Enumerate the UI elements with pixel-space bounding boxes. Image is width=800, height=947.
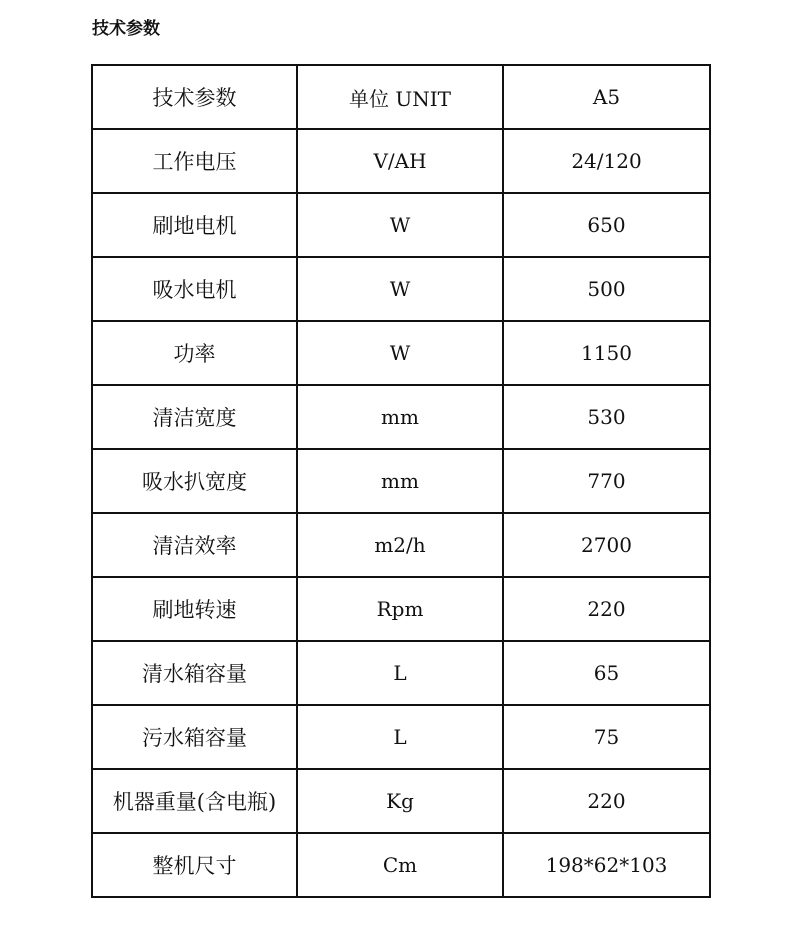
unit-cell: m2/h [297,513,503,577]
unit-cell: mm [297,385,503,449]
unit-cell: Cm [297,833,503,897]
table-row [92,641,710,705]
value-cell: 500 [503,257,710,321]
unit-cell: L [297,705,503,769]
table-row [92,833,710,897]
value-cell: 530 [503,385,710,449]
unit-cell: L [297,641,503,705]
param-cell: 吸水扒宽度 [92,449,297,513]
unit-cell: V/AH [297,129,503,193]
unit-cell: Kg [297,769,503,833]
unit-cell: W [297,257,503,321]
param-cell: 污水箱容量 [92,705,297,769]
param-cell: 吸水电机 [92,257,297,321]
document-title: 技术参数 [92,19,160,39]
value-cell: 650 [503,193,710,257]
param-cell: 机器重量(含电瓶) [92,769,297,833]
value-cell: 24/120 [503,129,710,193]
table-row [92,385,710,449]
header-value: A5 [503,65,710,129]
table-row [92,513,710,577]
param-cell: 清水箱容量 [92,641,297,705]
value-cell: 770 [503,449,710,513]
table-row [92,257,710,321]
param-cell: 整机尺寸 [92,833,297,897]
param-cell: 刷地转速 [92,577,297,641]
param-cell: 清洁宽度 [92,385,297,449]
table-row [92,769,710,833]
value-cell: 65 [503,641,710,705]
header-unit: 单位 UNIT [297,65,503,129]
param-cell: 功率 [92,321,297,385]
value-cell: 198*62*103 [503,833,710,897]
unit-cell: Rpm [297,577,503,641]
unit-cell: mm [297,449,503,513]
table-row [92,705,710,769]
table-row [92,193,710,257]
unit-cell: W [297,193,503,257]
spec-table [91,64,711,898]
table-row [92,577,710,641]
table-row [92,449,710,513]
param-cell: 刷地电机 [92,193,297,257]
table-row [92,129,710,193]
unit-cell: W [297,321,503,385]
value-cell: 220 [503,769,710,833]
table-row [92,321,710,385]
header-param: 技术参数 [92,65,297,129]
value-cell: 1150 [503,321,710,385]
table-header-row [92,65,710,129]
value-cell: 2700 [503,513,710,577]
param-cell: 工作电压 [92,129,297,193]
value-cell: 75 [503,705,710,769]
value-cell: 220 [503,577,710,641]
param-cell: 清洁效率 [92,513,297,577]
